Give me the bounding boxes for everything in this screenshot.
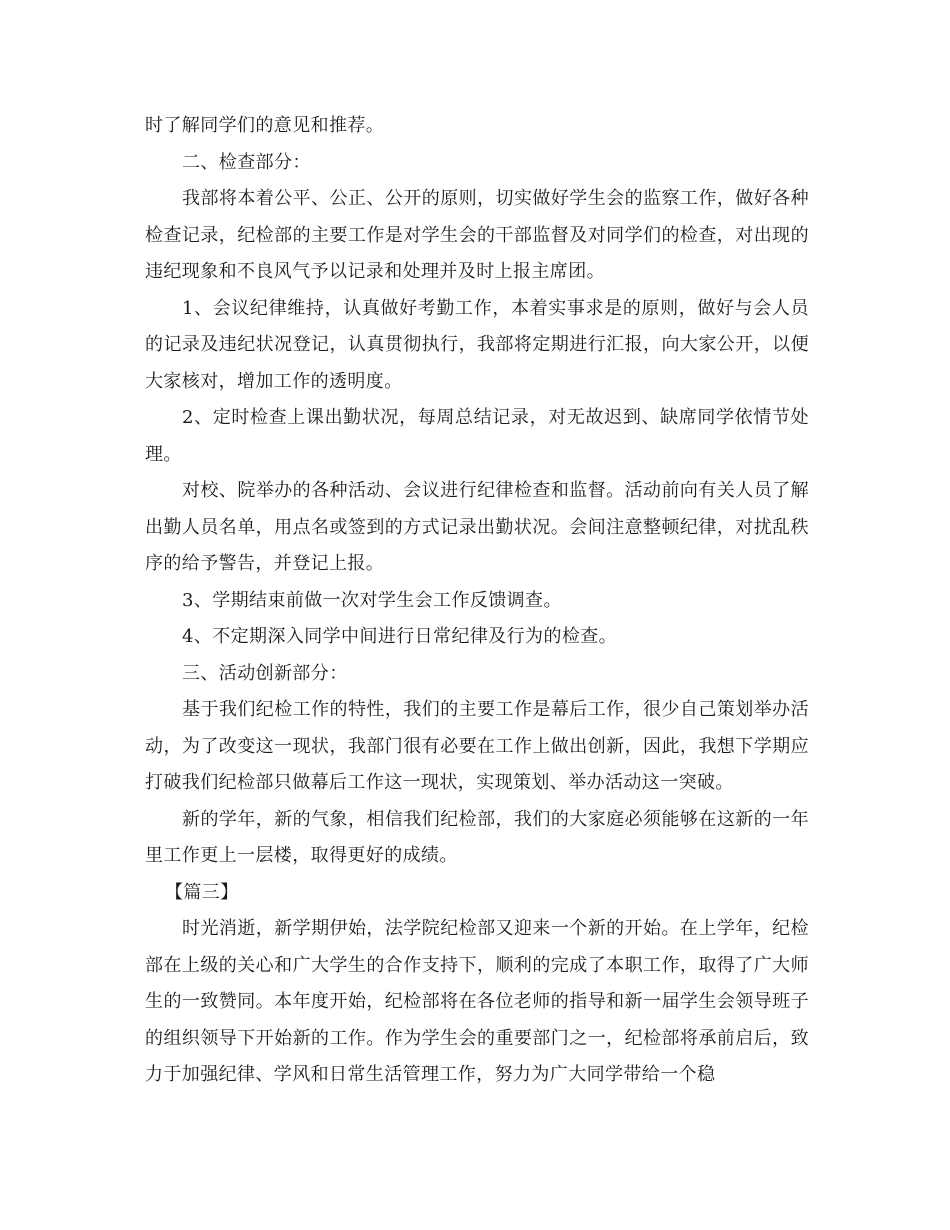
paragraph-continuation: 时了解同学们的意见和推荐。 bbox=[145, 115, 385, 136]
paragraph-item-1: 1、会议纪律维持，认真做好考勤工作，本着实事求是的原则，做好与会人员的记录及违纪状况登记，认真贯彻执行，我部将定期进行汇报，向大家公开，以便大家核对，增加工作的透明度。 bbox=[145, 297, 809, 392]
document-body bbox=[145, 108, 809, 1094]
paragraph-part-three-intro: 时光消逝，新学期伊始，法学院纪检部又迎来一个新的开始。在上学年，纪检部在上级的关心和广大学生的合作支持下，顺利的完成了本职工作，取得了广大师生的一致赞同。本年度开始，纪检部将在各位老师的指导和新一届学生会领导班子的组织领导下开始新的工作。作为学生会的重要部门之一，纪检部将承前启后，致力于加强纪律、学风和日常生活管理工作，努力为广大同学带给一个稳 bbox=[145, 918, 809, 1085]
part-heading-three: 【篇三】 bbox=[165, 881, 239, 903]
paragraph-inspection-intro: 我部将本着公平、公正、公开的原则，切实做好学生会的监察工作，做好各种检查记录，纪检部的主要工作是对学生会的干部监督及对同学们的检查，对出现的违纪现象和不良风气予以记录和处理并及时上报主席团。 bbox=[145, 188, 809, 282]
paragraph-item-3: 3、学期结束前做一次对学生会工作反馈调查。 bbox=[182, 589, 562, 611]
section-heading-innovation: 三、活动创新部分： bbox=[182, 662, 348, 684]
section-heading-inspection: 二、检查部分： bbox=[182, 151, 311, 173]
paragraph-item-4: 4、不定期深入同学中间进行日常纪律及行为的检查。 bbox=[182, 626, 618, 647]
paragraph-new-year: 新的学年，新的气象，相信我们纪检部，我们的大家庭必须能够在这新的一年里工作更上一层楼，取得更好的成绩。 bbox=[145, 808, 809, 866]
paragraph-activity-supervision: 对校、院举办的各种活动、会议进行纪律检查和监督。活动前向有关人员了解出勤人员名单，用点名或签到的方式记录出勤状况。会间注意整顿纪律，对扰乱秩序的给予警告，并登记上报。 bbox=[145, 480, 809, 574]
paragraph-innovation: 基于我们纪检工作的特性，我们的主要工作是幕后工作，很少自己策划举办活动，为了改变这一现状，我部门很有必要在工作上做出创新，因此，我想下学期应打破我们纪检部只做幕后工作这一现状，实现策划、举办活动这一突破。 bbox=[145, 699, 809, 793]
paragraph-item-2: 2、定时检查上课出勤状况，每周总结记录，对无故迟到、缺席同学依情节处理。 bbox=[145, 407, 809, 465]
